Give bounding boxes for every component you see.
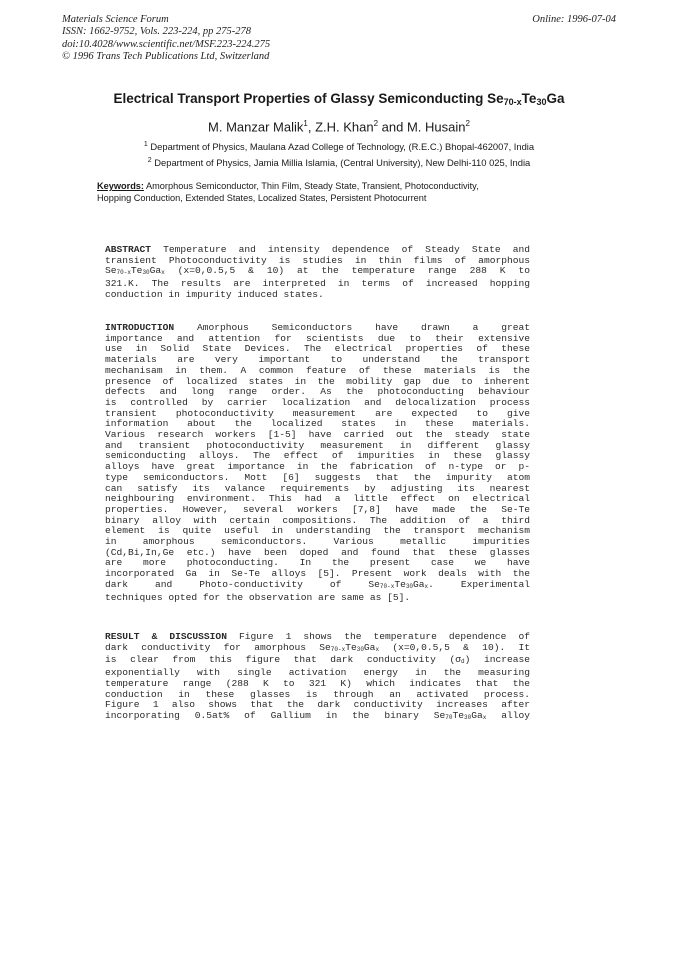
formula-text: Ga — [413, 578, 425, 590]
introduction-line: alloys have great importance in the fabrication of n-type or p- — [105, 461, 530, 473]
issn-line: ISSN: 1662-9752, Vols. 223-224, pp 275-278 — [62, 26, 251, 38]
formula-subscript: 30 — [142, 269, 150, 277]
results-line: conduction in these glasses is through an activated process. — [105, 688, 530, 700]
title-text: Electrical Transport Properties of Glassy Semiconducting Se — [113, 91, 504, 106]
paper-title — [0, 91, 678, 107]
introduction-line: transient photoconductivity measurement are expected to give — [105, 407, 530, 419]
formula-subscript: x — [424, 582, 429, 590]
results-line: exponentially with single activation energy in the measuring — [105, 667, 530, 679]
affiliation-2 — [0, 157, 678, 168]
abstract-line: conduction in impurity induced states. — [105, 288, 324, 300]
introduction-line: defects and long range order. As the photoconducting behaviour — [105, 386, 530, 398]
formula-subscript: 70-x — [116, 269, 131, 277]
introduction-line: properties. However, several workers [7,8] have made the Se-Te — [105, 503, 530, 515]
introduction-line: element is quite useful in understanding the transport mechanism — [105, 525, 530, 537]
introduction-line: incorporated Ga in Se-Te alloys [5]. Present work deals with the — [105, 568, 530, 580]
abstract-line: transient Photoconductivity is studies in thin films of amorphous — [105, 254, 530, 266]
introduction-line: binary alloy with certain compositions. The addition of a third — [105, 514, 530, 526]
introduction-heading: INTRODUCTION — [105, 322, 175, 333]
results-text: (x=0,0.5,5 & 10). It — [379, 641, 530, 653]
introduction-line: and transient photoconductivity measurement in different glassy — [105, 439, 530, 451]
title-text: Ga — [546, 91, 565, 106]
introduction-line: Various research workers [1-5] have carried out the steady state — [105, 429, 530, 441]
formula-text: Te — [452, 709, 464, 721]
affiliation-text: Department of Physics, Maulana Azad College of Technology, (R.E.C.) Bhopal-462007, India — [147, 141, 535, 153]
introduction-line: use in Solid State Devices. The electrical properties of these — [105, 343, 530, 355]
introduction-text: Amorphous Semiconductors have drawn a great — [174, 322, 530, 333]
introduction-line: is controlled by carrier localization and delocalization process — [105, 396, 530, 408]
title-text: Te — [521, 91, 537, 106]
keywords-line: Hopping Conduction, Extended States, Localized States, Persistent Photocurrent — [97, 193, 427, 203]
introduction-line: mechanisam in them. A common feature of these materials is the — [105, 364, 530, 376]
affiliation-number: 1 — [143, 141, 148, 148]
affiliation-text: Department of Physics, Jamia Millia Islamia, (Central University), New Delhi-110 025, India — [151, 157, 531, 169]
formula-subscript: 70 — [445, 713, 453, 721]
results-text: incorporating 0.5at% of Gallium in the binary Se — [105, 709, 446, 721]
formula-text: Te — [394, 578, 406, 590]
results-text: Figure 1 shows the temperature dependence of — [226, 631, 530, 642]
introduction-line: neighbouring environment. This had a little effect on electrical — [105, 493, 530, 505]
introduction-text: dark and Photo-conductivity of Se — [105, 578, 380, 590]
introduction-line: semiconducting alloys. The effect of impurities in these glassy — [105, 450, 530, 462]
affiliation-mark: 2 — [373, 119, 379, 128]
author-name: and M. Husain — [378, 119, 466, 135]
introduction-line: importance and attention for scientists due to their extensive — [105, 332, 530, 344]
abstract-text: Temperature and intensity dependence of Steady State and — [151, 244, 530, 255]
introduction-line: can satisfy its valance requirements by adjusting its nearest — [105, 482, 530, 494]
copyright-line: © 1996 Trans Tech Publications Ltd, Switzerland — [62, 51, 270, 63]
introduction-line: type semiconductors. Mott [6] suggests that the impurity atom — [105, 471, 530, 483]
formula-subscript: x — [161, 269, 165, 277]
formula-subscript: d — [461, 658, 465, 666]
affiliation-mark: 2 — [465, 119, 470, 128]
author-list — [0, 119, 678, 134]
introduction-line: are more photoconducting. In the present case we have — [105, 557, 530, 569]
affiliation-number: 2 — [147, 157, 152, 164]
results-line — [105, 711, 530, 724]
journal-header — [62, 14, 270, 64]
author-name: , Z.H. Khan — [307, 119, 374, 135]
affiliation-mark: 1 — [303, 119, 308, 128]
introduction-line — [105, 580, 530, 593]
formula-text: Te — [130, 265, 143, 277]
results-section — [105, 632, 530, 724]
formula-subscript: 70-x — [379, 582, 395, 590]
abstract-line: 321.K. The results are interpreted in terms of increased hopping — [105, 278, 530, 290]
results-heading: RESULT & DISCUSSION — [105, 631, 227, 642]
introduction-line: materials are very important to understand the transport — [105, 354, 530, 366]
formula-subscript: 30 — [405, 582, 414, 590]
formula-text: Se — [105, 265, 117, 277]
keywords — [97, 180, 617, 204]
results-text: ) increase — [464, 654, 530, 666]
formula-text: Ga — [471, 709, 483, 721]
journal-name: Materials Science Forum — [62, 14, 169, 25]
results-line: Figure 1 also shows that the dark conductivity increases after — [105, 699, 530, 711]
author-name: M. Manzar Malik — [208, 119, 304, 135]
formula-subscript: x — [375, 645, 380, 653]
results-text: dark conductivity for amorphous Se — [105, 641, 331, 653]
online-date: Online: 1996-07-04 — [532, 14, 616, 25]
introduction-line: information about the localized states in these materials. — [105, 418, 530, 430]
keywords-line — [97, 180, 617, 192]
title-subscript: 30 — [536, 97, 547, 107]
results-text: is clear from this figure that dark conductivity (σ — [105, 654, 462, 666]
formula-subscript: 30 — [356, 645, 364, 653]
formula-subscript: x — [482, 713, 487, 721]
introduction-line: presence of localized states in the mobility gap due to inherent — [105, 375, 530, 387]
abstract-text: (x=0,0.5,5 & 10) at the temperature range 288 K to — [164, 265, 530, 277]
formula-text: Ga — [363, 641, 376, 653]
introduction-line: techniques opted for the observation are same as [5]. — [105, 591, 411, 603]
formula-text: Ga — [149, 265, 162, 277]
title-subscript: 70-x — [503, 97, 522, 107]
formula-text: Te — [345, 641, 357, 653]
abstract-section — [105, 245, 530, 301]
abstract-heading: ABSTRACT — [105, 244, 152, 255]
introduction-line: in amorphous semiconductors. Various metallic impurities — [105, 536, 530, 548]
introduction-section — [105, 323, 530, 603]
results-text: alloy — [486, 709, 530, 721]
keywords-label: Keywords: — [97, 181, 144, 191]
doi-line: doi:10.4028/www.scientific.net/MSF.223-224.275 — [62, 38, 271, 50]
keywords-text: Amorphous Semiconductor, Thin Film, Steady State, Transient, Photoconductivity, — [143, 181, 479, 191]
formula-subscript: 30 — [463, 713, 472, 721]
results-line: temperature range (288 K to 321 K) which indicates that the — [105, 677, 530, 689]
affiliation-1 — [0, 141, 678, 152]
introduction-line: (Cd,Bi,In,Ge etc.) have been doped and found that these glasses — [105, 546, 530, 558]
formula-subscript: 70-x — [330, 645, 346, 653]
introduction-text: . Experimental — [428, 578, 530, 590]
